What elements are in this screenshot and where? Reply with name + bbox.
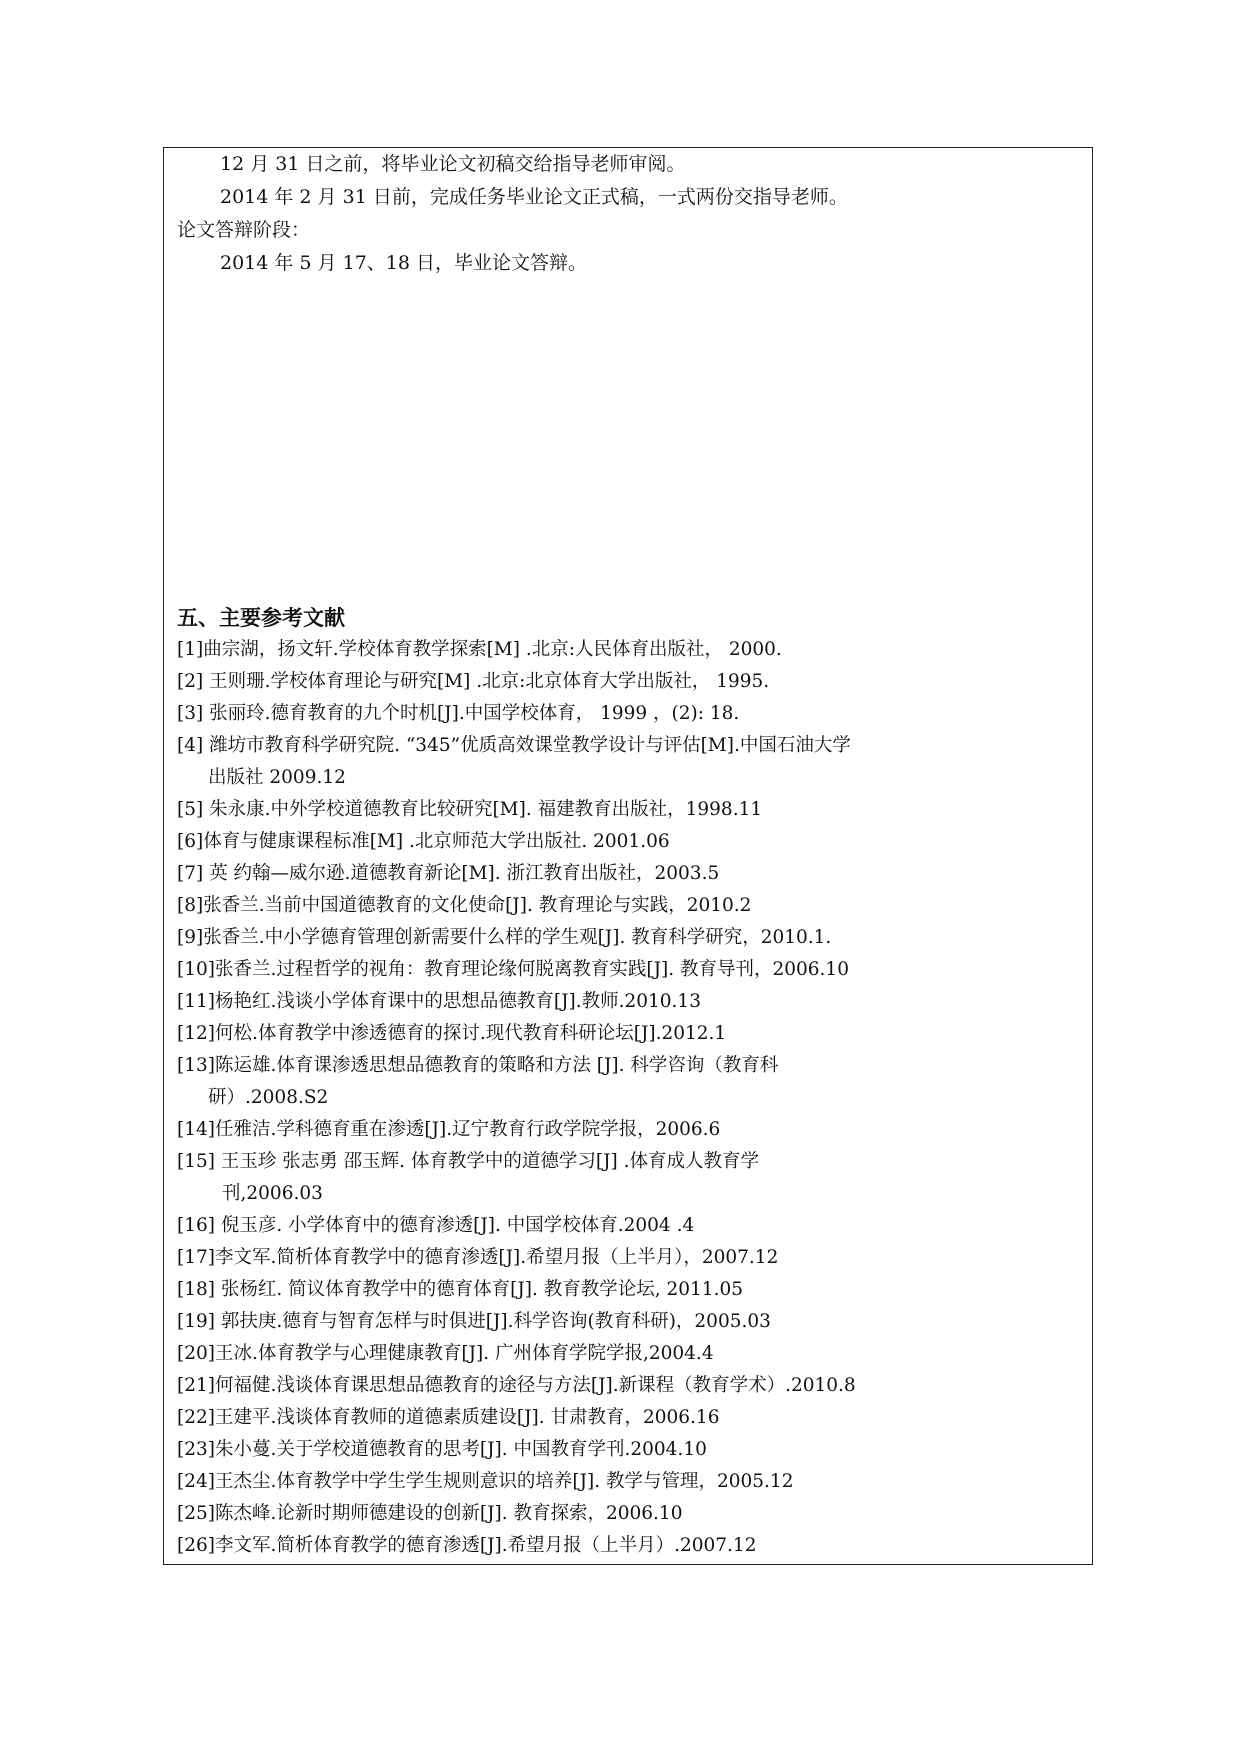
reference-item: [25]陈杰峰.论新时期师德建设的创新[J]. 教育探索，2006.10 bbox=[177, 1503, 683, 1524]
reference-item: [9]张香兰.中小学德育管理创新需要什么样的学生观[J]. 教育科学研究，2010.1. bbox=[177, 927, 832, 948]
reference-item: [13]陈运雄.体育课渗透思想品德教育的策略和方法 [J]. 科学咨询（教育科 bbox=[177, 1055, 779, 1076]
reference-item: [17]李文军.简析体育教学中的德育渗透[J].希望月报（上半月），2007.12 bbox=[177, 1247, 779, 1268]
references-heading: 五、主要参考文献 bbox=[177, 606, 345, 630]
reference-item: [26]李文军.简析体育教学的德育渗透[J].希望月报（上半月）.2007.12 bbox=[177, 1535, 757, 1556]
schedule-line-3: 论文答辩阶段： bbox=[177, 219, 311, 241]
reference-item: [1]曲宗湖，扬文轩.学校体育教学探索[M] .北京:人民体育出版社， 2000. bbox=[177, 639, 782, 660]
reference-item: [21]何福健.浅谈体育课思想品德教育的途径与方法[J].新课程（教育学术）.2010.8 bbox=[177, 1375, 856, 1396]
reference-item: [23]朱小蔓.关于学校道德教育的思考[J]. 中国教育学刊.2004.10 bbox=[177, 1439, 707, 1460]
reference-item-continuation: 出版社 2009.12 bbox=[208, 767, 346, 788]
reference-item: [14]任雅洁.学科德育重在渗透[J].辽宁教育行政学院学报，2006.6 bbox=[177, 1119, 721, 1140]
reference-item: [11]杨艳红.浅谈小学体育课中的思想品德教育[J].教师.2010.13 bbox=[177, 991, 701, 1012]
reference-item: [16] 倪玉彦. 小学体育中的德育渗透[J]. 中国学校体育.2004 .4 bbox=[177, 1215, 695, 1236]
reference-item: [3] 张丽玲.德育教育的九个时机[J].中国学校体育， 1999 ，(2): 18. bbox=[177, 703, 740, 724]
schedule-line-4: 2014 年 5 月 17、18 日，毕业论文答辩。 bbox=[220, 252, 587, 274]
schedule-line-2: 2014 年 2 月 31 日前，完成任务毕业论文正式稿，一式两份交指导老师。 bbox=[220, 186, 848, 208]
reference-item: [5] 朱永康.中外学校道德教育比较研究[M]. 福建教育出版社，1998.11 bbox=[177, 799, 763, 820]
reference-item: [7] 英 约翰—威尔逊.道德教育新论[M]. 浙江教育出版社，2003.5 bbox=[177, 863, 720, 884]
schedule-line-1: 12 月 31 日之前，将毕业论文初稿交给指导老师审阅。 bbox=[220, 153, 686, 175]
reference-item: [12]何松.体育教学中渗透德育的探讨.现代教育科研论坛[J].2012.1 bbox=[177, 1023, 727, 1044]
reference-item: [6]体育与健康课程标准[M] .北京师范大学出版社. 2001.06 bbox=[177, 831, 670, 852]
reference-item-continuation: 研）.2008.S2 bbox=[208, 1087, 329, 1108]
reference-item: [8]张香兰.当前中国道德教育的文化使命[J]. 教育理论与实践，2010.2 bbox=[177, 895, 752, 916]
reference-item: [20]王冰.体育教学与心理健康教育[J]. 广州体育学院学报,2004.4 bbox=[177, 1343, 714, 1364]
reference-item: [2] 王则珊.学校体育理论与研究[M] .北京:北京体育大学出版社， 1995. bbox=[177, 671, 770, 692]
reference-item-continuation: 刊,2006.03 bbox=[222, 1183, 323, 1204]
reference-item: [24]王杰尘.体育教学中学生学生规则意识的培养[J]. 教学与管理，2005.12 bbox=[177, 1471, 794, 1492]
reference-item: [19] 郭扶庚.德育与智育怎样与时俱进[J].科学咨询(教育科研)，2005.03 bbox=[177, 1311, 771, 1332]
reference-item: [10]张香兰.过程哲学的视角：教育理论缘何脱离教育实践[J]. 教育导刊，2006.10 bbox=[177, 959, 849, 980]
reference-item: [22]王建平.浅谈体育教师的道德素质建设[J]. 甘肃教育，2006.16 bbox=[177, 1407, 720, 1428]
reference-item: [4] 潍坊市教育科学研究院. “345”优质高效课堂教学设计与评估[M].中国石油大学 bbox=[177, 735, 851, 756]
reference-item: [15] 王玉珍 张志勇 邵玉辉. 体育教学中的道德学习[J] .体育成人教育学 bbox=[177, 1151, 759, 1172]
reference-item: [18] 张杨红. 简议体育教学中的德育体育[J]. 教育教学论坛, 2011.05 bbox=[177, 1279, 743, 1300]
